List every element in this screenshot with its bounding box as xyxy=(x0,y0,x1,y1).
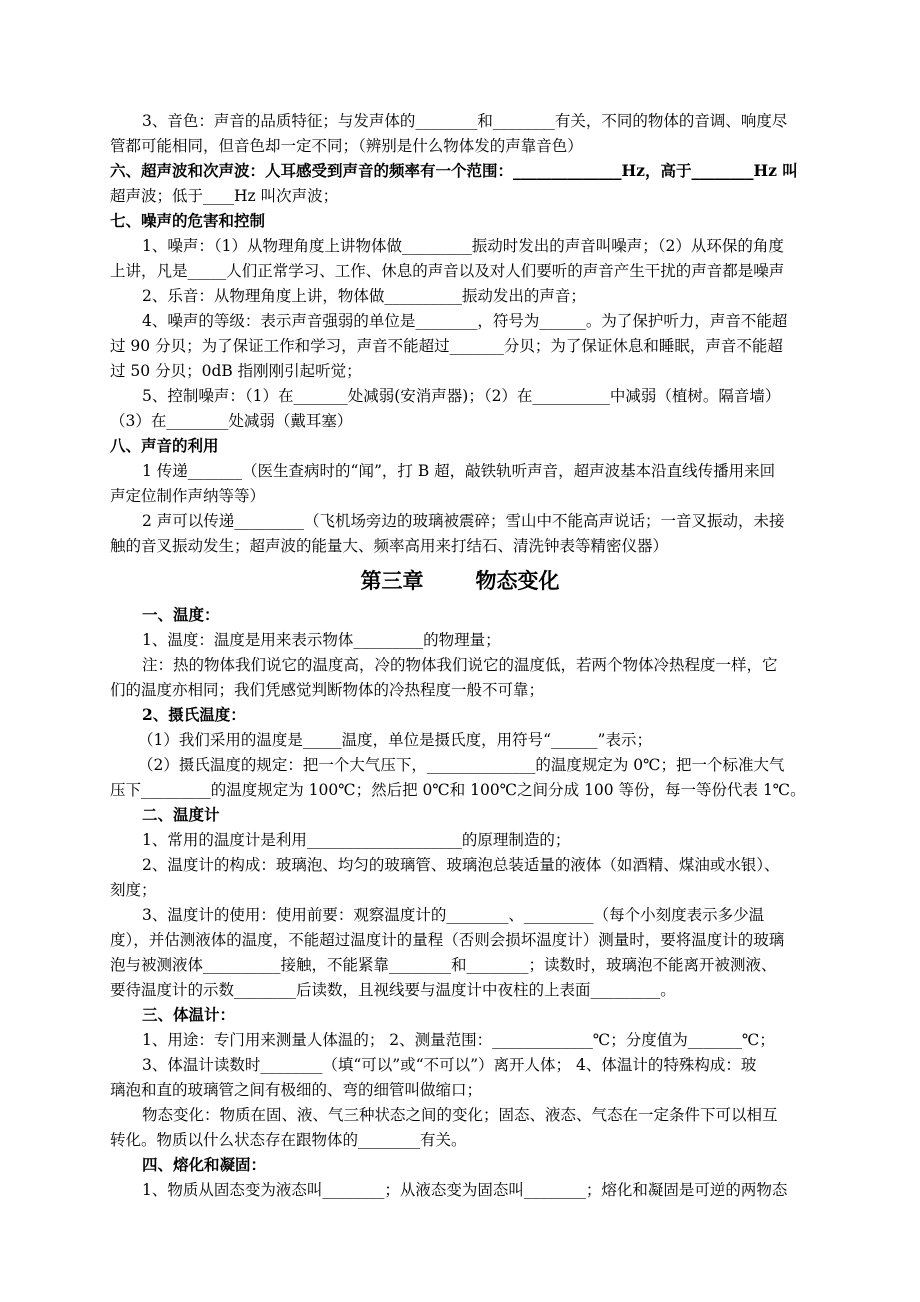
text-line: 们的温度亦相同；我们凭感觉判断物体的冷热程度一般不可靠； xyxy=(110,681,545,699)
chapter-number: 第三章 xyxy=(360,568,424,593)
text-line: 上讲，凡是_____人们正常学习、工作、休息的声音以及对人们要听的声音产生干扰的声音都是噪声 xyxy=(110,262,785,280)
text-line: 1、用途：专门用来测量人体温的； 2、测量范围：_____________℃；分度值为_______℃； xyxy=(142,1031,775,1049)
chapter-title xyxy=(0,566,920,596)
text-line: 物态变化：物质在固、液、气三种状态之间的变化；固态、液态、气态在一定条件下可以相互 xyxy=(142,1106,778,1124)
section-heading-ultrasound: 六、超声波和次声波：人耳感受到声音的频率有一个范围：______________Hz，高于________Hz 叫 xyxy=(110,161,798,180)
text-line: 1 传递_______（医生查病时的“闻”，打 B 超，敲铁轨听声音，超声波基本沿直线传播用来回 xyxy=(142,462,776,480)
text-line: （2）摄氏温度的规定：把一个大气压下，______________的温度规定为 0℃；把一个标准大气 xyxy=(138,756,785,774)
text-line: 3、体温计读数时________（填“可以”或“不可以”）离开人体； 4、体温计的特殊构成：玻 xyxy=(142,1056,757,1074)
text-line: 要待温度计的示数________后读数，且视线要与温度计中夜柱的上表面_________。 xyxy=(110,981,676,999)
text-line: （3）在________处减弱（戴耳塞） xyxy=(110,412,353,430)
text-line: 泡与被测液体__________接触，不能紧靠________和________；读数时，玻璃泡不能离开被测液、 xyxy=(110,956,777,974)
text-line: 声定位制作声纳等等） xyxy=(110,487,266,505)
section-heading-clinical-thermometer: 三、体温计： xyxy=(142,1005,236,1024)
text-line: 1、物质从固态变为液态叫________；从液态变为固态叫________；熔化和凝固是可逆的两物态 xyxy=(142,1181,788,1199)
section-heading-thermometer: 二、温度计 xyxy=(142,805,220,824)
text-line: 转化。物质以什么状态存在跟物体的________有关。 xyxy=(110,1131,467,1149)
text-line: 超声波；低于____Hz 叫次声波； xyxy=(110,187,339,205)
text-line: 5、控制噪声：（1）在_______处减弱(安消声器)；（2）在__________中减弱（植树。隔音墙） xyxy=(142,387,781,405)
text-line: 度），并估测液体的温度，不能超过温度计的量程（否则会损坏温度计）测量时，要将温度计的玻璃 xyxy=(110,931,785,949)
section-heading-temperature: 一、温度： xyxy=(142,605,220,624)
text-line: 注：热的物体我们说它的温度高，冷的物体我们说它的温度低，若两个物体冷热程度一样，它 xyxy=(142,656,778,674)
text-line: 管都可能相同，但音色却一定不同；（辨别是什么物体发的声靠音色） xyxy=(110,137,583,155)
text-line: 3、音色：声音的品质特征；与发声体的________和________有关，不同的物体的音调、响度尽 xyxy=(142,112,788,130)
text-line: 过 50 分贝；0dB 指刚刚引起听觉； xyxy=(110,362,362,380)
text-line: 1、温度：温度是用来表示物体_________的物理量； xyxy=(142,631,501,649)
section-heading-melting: 四、熔化和凝固： xyxy=(142,1155,267,1174)
text-line: 1、常用的温度计是利用____________________的原理制造的； xyxy=(142,831,571,849)
text-line: 刻度； xyxy=(110,881,157,899)
text-line: 2、乐音：从物理角度上讲，物体做__________振动发出的声音； xyxy=(142,287,586,305)
section-heading-noise: 七、噪声的危害和控制 xyxy=(110,211,266,230)
text-line: （1）我们采用的温度是_____温度，单位是摄氏度，用符号“______”表示； xyxy=(138,731,652,749)
text-line: 压下_________的温度规定为 100℃；然后把 0℃和 100℃之间分成 100 等份，每一等份代表 1℃。 xyxy=(110,781,806,799)
text-line: 2、温度计的构成：玻璃泡、均匀的玻璃管、玻璃泡总装适量的液体（如酒精、煤油或水银）、 xyxy=(142,856,780,874)
text-line: 过 90 分贝；为了保证工作和学习，声音不能超过_______分贝；为了保证休息和睡眠，声音不能超 xyxy=(110,337,783,355)
text-line: 触的音叉振动发生；超声波的能量大、频率高用来打结石、清洗钟表等精密仪器） xyxy=(110,537,669,555)
text-line: 璃泡和直的玻璃管之间有极细的、弯的细管叫做缩口； xyxy=(110,1081,483,1099)
text-line: 4、噪声的等级：表示声音强弱的单位是________，符号为______。为了保护听力，声音不能超 xyxy=(142,312,788,330)
text-line: 3、温度计的使用：使用前要：观察温度计的________、_________（每个小刻度表示多少温 xyxy=(142,906,765,924)
text-line: 1、噪声：（1）从物理角度上讲物体做_________振动时发出的声音叫噪声；（2）从环保的角度 xyxy=(142,237,784,255)
chapter-name: 物态变化 xyxy=(475,568,560,593)
section-heading-sound-use: 八、声音的利用 xyxy=(110,436,219,455)
text-line: 2 声可以传递_________（飞机场旁边的玻璃被震碎；雪山中不能高声说话；一音叉振动，未接 xyxy=(142,512,785,530)
subsection-heading-celsius: 2、摄氏温度： xyxy=(142,705,246,724)
